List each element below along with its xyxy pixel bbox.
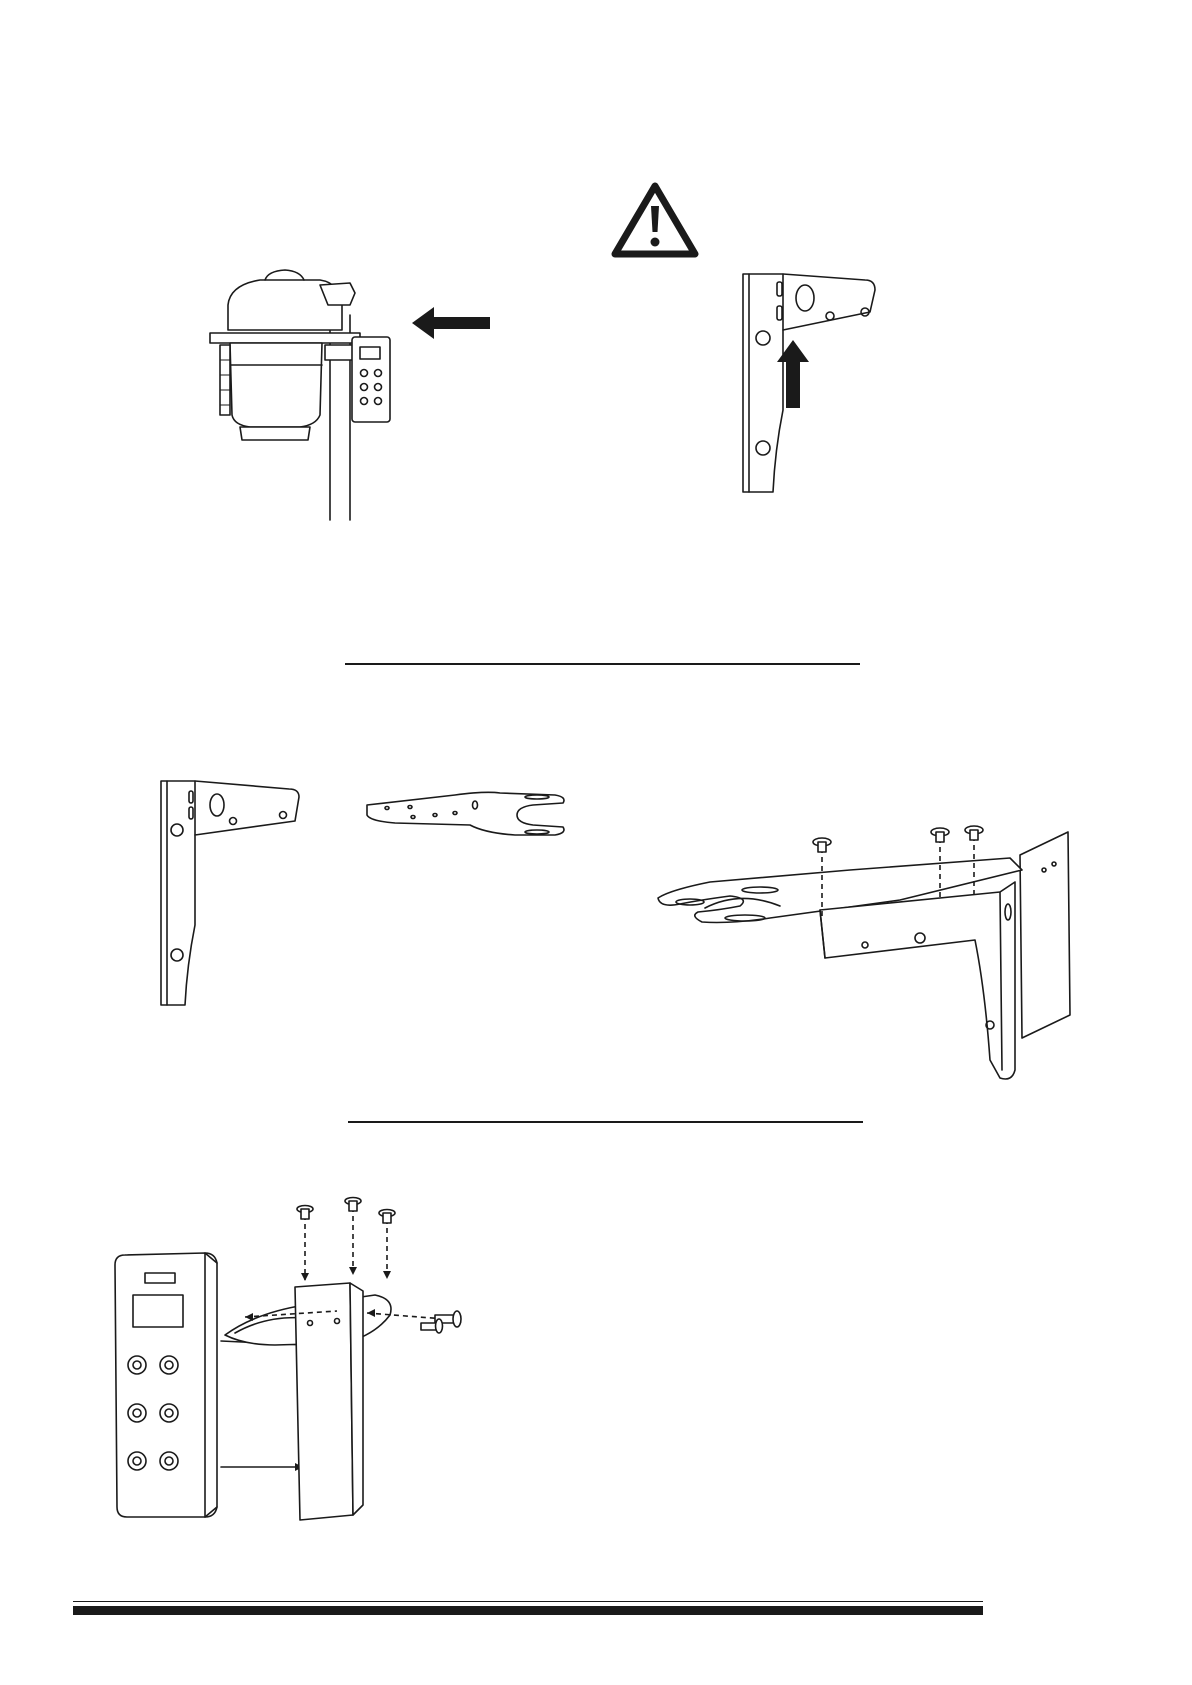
arrow-icon <box>412 305 492 341</box>
fig-remote-holder-assembly <box>105 1195 485 1525</box>
footer-page-mark <box>1076 1668 1186 1680</box>
remote-control <box>115 1253 217 1517</box>
section-divider-1 <box>345 663 860 665</box>
fig-appliance-with-remote-holder <box>200 265 500 525</box>
fig-warning-bracket-slot <box>735 270 895 500</box>
footer-rule-thick <box>73 1606 983 1615</box>
remote-holder <box>352 337 390 422</box>
warning-triangle-icon <box>610 180 700 260</box>
footer-rule-thin <box>73 1601 983 1602</box>
screw-set-top <box>297 1198 395 1282</box>
fig-bracket-and-plate-parts <box>155 775 615 1015</box>
fig-bracket-plate-assembly <box>650 820 1090 1090</box>
section-divider-2 <box>348 1121 863 1123</box>
